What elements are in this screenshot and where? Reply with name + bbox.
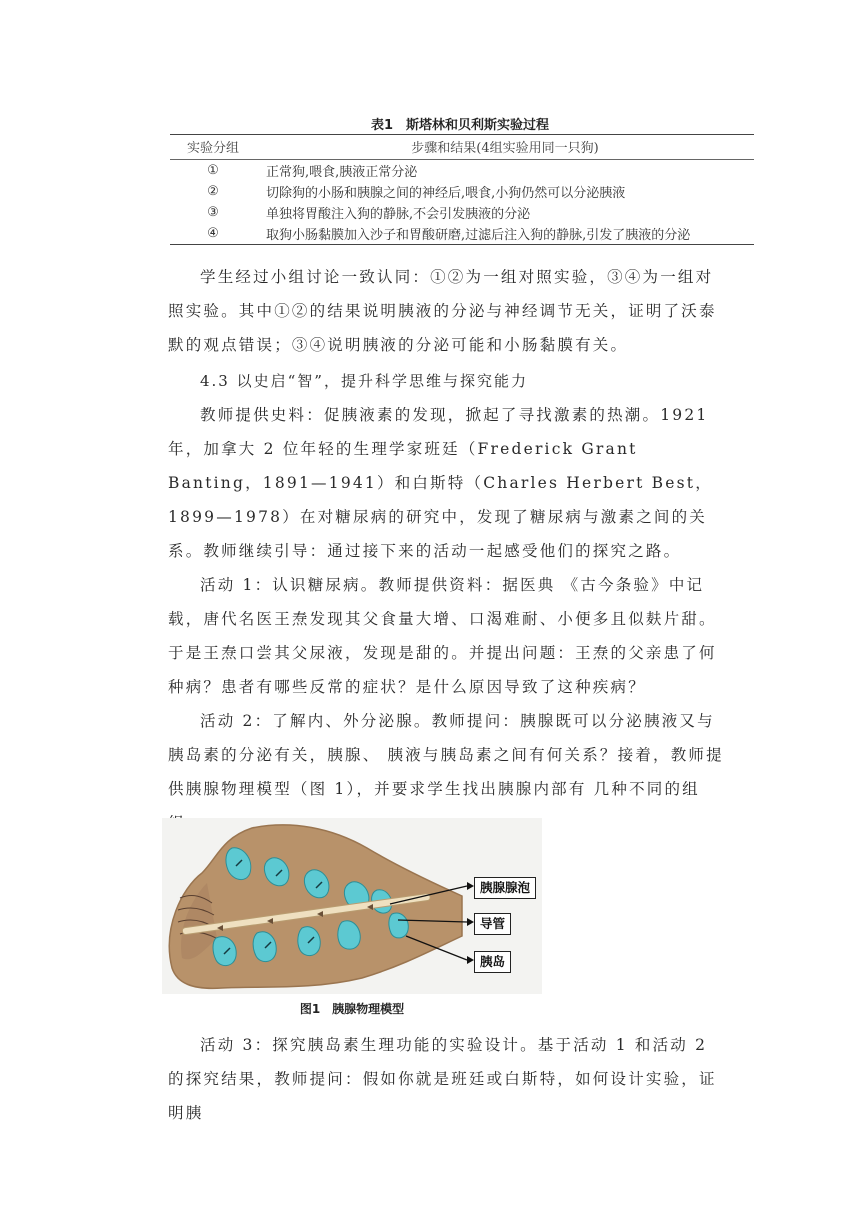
paragraph-activity-2: 活动 2：了解内、外分泌腺。教师提问：胰腺既可以分泌胰液又与胰岛素的分泌有关，胰腺、 胰液与胰岛素之间有何关系？接着，教师提供胰腺物理模型（图 1），并要求学生找出胰腺内部有 几种不同的组 — [168, 712, 724, 798]
paragraph-activity-3: 活动 3：探究胰岛素生理功能的实验设计。基于活动 1 和活动 2 的探究结果，教师提问：假如你就是班廷或白斯特，如何设计实验，证明胰 — [168, 1036, 717, 1122]
table-cell-text: 单独将胃酸注入狗的静脉,不会引发胰液的分泌 — [266, 207, 531, 222]
table-header-steps: 步骤和结果(4组实验用同一只狗) — [256, 135, 754, 160]
label-islet: 胰岛 — [474, 951, 511, 973]
table-cell-group: ① — [207, 163, 219, 178]
table-cell-text: 取狗小肠黏膜加入沙子和胃酸研磨,过滤后注入狗的静脉,引发了胰液的分泌 — [256, 223, 754, 245]
table-cell-group: ② — [207, 184, 219, 199]
table-header-group: 实验分组 — [170, 135, 256, 160]
table-row — [170, 202, 754, 223]
section-heading: 4.3 以史启“智”，提升科学思维与探究能力 — [200, 372, 528, 390]
table-cell-group: ③ — [207, 205, 219, 220]
table-cell-text: 切除狗的小肠和胰腺之间的神经后,喂食,小狗仍然可以分泌胰液 — [266, 186, 626, 201]
paragraph-activity-1: 活动 1：认识糖尿病。教师提供资料：据医典 《古今条验》中记载，唐代名医王焘发现其父食量大增、口渴难耐、小便多且似麸片甜。于是王焘口尝其父尿液，发现是甜的。并提出问题：王焘的父亲患了何种病？患者有哪些反常的症状？是什么原因导致了这种疾病？ — [168, 576, 717, 696]
table-cell-text: 正常狗,喂食,胰液正常分泌 — [266, 165, 418, 180]
table-row — [170, 181, 754, 202]
table-cell-group: ④ — [170, 223, 256, 245]
figure-caption: 图1 胰腺物理模型 — [299, 1002, 405, 1016]
label-duct: 导管 — [474, 913, 511, 935]
paragraph-history: 教师提供史料：促胰液素的发现，掀起了寻找激素的热潮。1921 年，加拿大 2 位年轻的生理学家班廷（Frederick Grant Banting，1891—1941）和白斯特（Charles Herbert Best，1899—1978）在对糖尿病的研究中，发现了糖尿病与激素之间的关系。教师继续引导：通过接下来的活动一起感受他们的探究之路。 — [168, 406, 713, 560]
experiment-table — [170, 134, 754, 245]
table-row — [170, 223, 754, 245]
table-title: 表1 斯塔林和贝利斯实验过程 — [370, 118, 550, 133]
table-row — [170, 160, 754, 182]
label-acinus: 胰腺腺泡 — [474, 877, 536, 899]
paragraph-discussion: 学生经过小组讨论一致认同：①②为一组对照实验，③④为一组对照实验。其中①②的结果说明胰液的分泌与神经调节无关，证明了沃泰默的观点错误；③④说明胰液的分泌可能和小肠黏膜有关。 — [168, 268, 717, 354]
